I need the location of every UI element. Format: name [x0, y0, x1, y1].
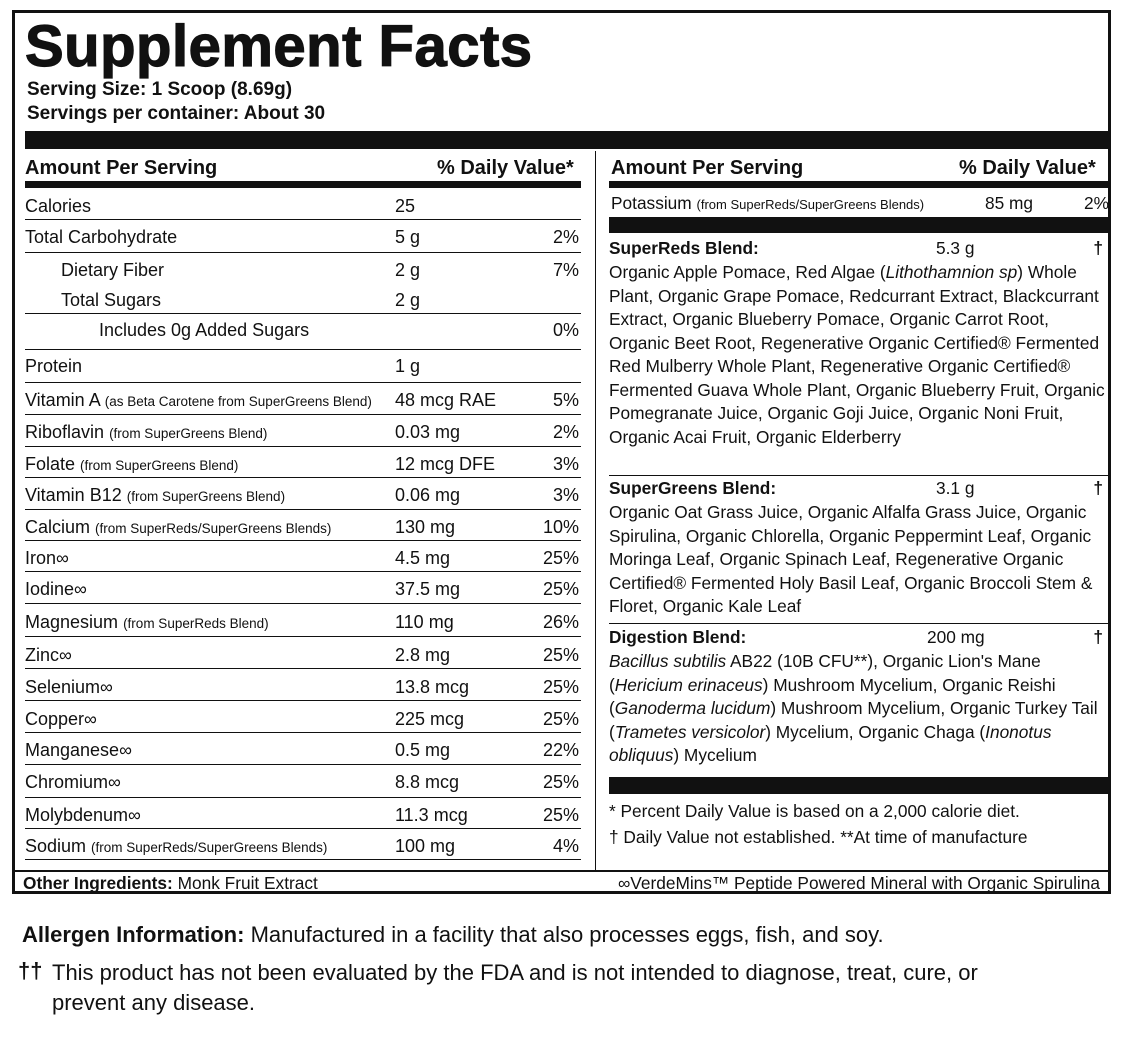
nutrient-dv: 4%: [552, 836, 579, 856]
nutrient-name: Includes 0g Added Sugars: [99, 320, 310, 340]
fda-double-dagger: ††: [18, 958, 43, 983]
panel-title: Supplement Facts: [25, 14, 533, 79]
digestion-blend: [609, 626, 1109, 768]
nutrient-dv: 2%: [552, 227, 579, 247]
nutrient-name: Iron∞: [25, 548, 69, 568]
row-divider: [25, 571, 581, 572]
nutrient-row: [25, 829, 581, 860]
nutrient-name: Vitamin B12 (from SuperGreens Blend): [25, 485, 286, 505]
other-ingredients-value: Monk Fruit Extract: [177, 873, 318, 893]
nutrient-amount: 25: [395, 196, 416, 216]
nutrient-row: [25, 478, 581, 509]
blend-name: Digestion Blend:: [609, 627, 747, 647]
row-divider: [25, 764, 581, 765]
nutrient-row: [25, 349, 581, 380]
blend-rule: [609, 475, 1111, 476]
nutrient-name: Zinc∞: [25, 645, 72, 665]
footnote-dagger: † Daily Value not established. **At time of manufacture: [609, 827, 1028, 847]
nutrient-amount: 13.8 mcg: [395, 677, 470, 697]
row-divider: [25, 603, 581, 604]
nutrient-dv: 25%: [542, 677, 579, 697]
blend-name: SuperReds Blend:: [609, 238, 759, 258]
nutrient-name: Chromium∞: [25, 772, 121, 792]
nutrient-amount: 225 mcg: [395, 709, 465, 729]
row-divider: [25, 414, 581, 415]
potassium-name: Potassium (from SuperReds/SuperGreens Blends): [611, 193, 925, 213]
potassium-rule: [609, 217, 1111, 233]
nutrient-name: Molybdenum∞: [25, 805, 141, 825]
nutrient-source: (from SuperReds/SuperGreens Blends): [91, 840, 328, 855]
nutrient-name: Sodium (from SuperReds/SuperGreens Blends): [25, 836, 328, 856]
right-amount-header: Amount Per Serving: [611, 157, 804, 179]
potassium-row: [609, 189, 1109, 217]
nutrient-dv: 26%: [542, 612, 579, 632]
nutrient-amount: 0.03 mg: [395, 422, 461, 442]
allergen-label: Allergen Information:: [22, 922, 245, 947]
nutrient-amount: 2 g: [395, 290, 421, 310]
nutrient-name: Total Sugars: [61, 290, 162, 310]
nutrient-name: Magnesium (from SuperReds Blend): [25, 612, 269, 632]
row-divider: [25, 859, 581, 860]
nutrient-dv: 25%: [542, 772, 579, 792]
nutrient-dv: 25%: [542, 805, 579, 825]
nutrient-amount: 5 g: [395, 227, 421, 247]
fda-disclaimer: This product has not been evaluated by the FDA and is not intended to diagnose, treat, cure, or prevent any disease.: [52, 960, 978, 1015]
nutrient-amount: 37.5 mg: [395, 579, 461, 599]
nutrient-source: (from SuperGreens Blend): [126, 489, 286, 504]
nutrient-amount: 4.5 mg: [395, 548, 451, 568]
blend-rule: [609, 623, 1111, 624]
row-divider: [25, 446, 581, 447]
nutrient-dv: 22%: [542, 740, 579, 760]
left-header-rule: [25, 181, 581, 188]
nutrient-row: [25, 605, 581, 636]
nutrient-dv: 7%: [552, 260, 579, 280]
row-divider: [25, 349, 581, 350]
blend-ingredients: Organic Apple Pomace, Red Algae (Lithothamnion sp) Whole Plant, Organic Grape Pomace, Redcurrant Extract, Blackcurrant Extract, Organic Blueberry Pomace, Organic Carrot Root, Organic Beet Root, Regenerative Organic Certified® Fermented Red Mulberry Whole Plant, Regenerative Organic Certified® Fermented Guava Whole Plant, Organic Blueberry Fruit, Organic Pomegranate Juice, Organic Goji Juice, Organic Noni Fruit, Organic Acai Fruit, Organic Elderberry: [609, 262, 1105, 447]
row-divider: [25, 636, 581, 637]
nutrient-amount: 130 mg: [395, 517, 456, 537]
nutrient-name: Iodine∞: [25, 579, 87, 599]
nutrient-name: Riboflavin (from SuperGreens Blend): [25, 422, 268, 442]
nutrient-row: [25, 798, 581, 829]
nutrient-name: Copper∞: [25, 709, 97, 729]
left-amount-header: Amount Per Serving: [25, 157, 218, 179]
nutrient-row: [25, 670, 581, 701]
verdemins-note: ∞VerdeMins™ Peptide Powered Mineral with Organic Spirulina: [617, 873, 1100, 893]
bottom-rule: [15, 870, 1108, 872]
nutrient-amount: 1 g: [395, 356, 421, 376]
right-dv-header: % Daily Value*: [959, 157, 1096, 179]
potassium-dv: 2%: [1084, 193, 1109, 213]
row-divider: [25, 477, 581, 478]
nutrient-row: [25, 253, 581, 284]
dagger-mark: †: [1093, 238, 1103, 258]
nutrient-amount: 8.8 mcg: [395, 772, 460, 792]
nutrient-row: [25, 220, 581, 251]
nutrient-name: Manganese∞: [25, 740, 132, 760]
row-divider: [25, 797, 581, 798]
nutrient-name: Vitamin A (as Beta Carotene from SuperGreens Blend): [25, 390, 372, 410]
nutrient-row: [25, 383, 581, 414]
nutrient-row: [25, 415, 581, 446]
nutrient-source: (from SuperReds/SuperGreens Blends): [95, 521, 332, 536]
nutrient-row: [25, 283, 581, 314]
nutrient-row: [25, 541, 581, 572]
nutrient-name: Calories: [25, 196, 92, 216]
nutrient-row: [25, 510, 581, 541]
nutrient-dv: 25%: [542, 579, 579, 599]
thick-divider: [25, 131, 1111, 149]
blend-name: SuperGreens Blend:: [609, 478, 777, 498]
left-dv-header: % Daily Value*: [437, 157, 574, 179]
blend-amount: 5.3 g: [936, 238, 975, 258]
nutrient-source: (from SuperReds Blend): [123, 616, 269, 631]
nutrient-dv: 3%: [552, 454, 579, 474]
nutrient-amount: 11.3 mcg: [395, 805, 468, 825]
serving-size: Serving Size: 1 Scoop (8.69g): [27, 79, 293, 100]
row-divider: [25, 219, 581, 220]
other-ingredients: [23, 873, 318, 894]
blend-ingredients: Bacillus subtilis AB22 (10B CFU**), Organic Lion's Mane (Hericium erinaceus) Mushroom Mycelium, Organic Reishi (Ganoderma lucidum) Mushroom Mycelium, Organic Turkey Tail (Trametes versicolor) Mycelium, Organic Chaga (Inonotus obliquus) Mycelium: [609, 651, 1098, 765]
row-divider: [25, 700, 581, 701]
blend-amount: 3.1 g: [936, 478, 975, 498]
supergreens-blend: [609, 477, 1109, 619]
supplement-facts-panel: [12, 10, 1111, 894]
nutrient-source: (from SuperGreens Blend): [109, 426, 268, 441]
nutrient-dv: 25%: [542, 709, 579, 729]
nutrient-name: Calcium (from SuperReds/SuperGreens Blends): [25, 517, 332, 537]
nutrient-source: (from SuperGreens Blend): [80, 458, 239, 473]
nutrient-name: Protein: [25, 356, 83, 376]
nutrient-amount: 2.8 mg: [395, 645, 451, 665]
nutrient-amount: 12 mcg DFE: [395, 454, 496, 474]
row-divider: [25, 252, 581, 253]
row-divider: [25, 509, 581, 510]
nutrient-row: [25, 765, 581, 796]
nutrient-row: [25, 189, 581, 220]
nutrient-row: [25, 572, 581, 603]
footnote-percent: * Percent Daily Value is based on a 2,000 calorie diet.: [609, 801, 1020, 821]
row-divider: [25, 732, 581, 733]
blend-ingredients: Organic Oat Grass Juice, Organic Alfalfa Grass Juice, Organic Spirulina, Organic Chlorella, Organic Peppermint Leaf, Organic Moringa Leaf, Organic Spinach Leaf, Regenerative Organic Certified® Fermented Holy Basil Leaf, Organic Broccoli Stem & Floret, Organic Kale Leaf: [609, 502, 1093, 616]
allergen-info: [22, 922, 884, 948]
nutrient-amount: 110 mg: [395, 612, 454, 632]
nutrient-dv: 5%: [552, 390, 579, 410]
nutrient-row: [25, 313, 581, 344]
nutrient-row: [25, 447, 581, 478]
nutrient-dv: 3%: [552, 485, 579, 505]
column-divider: [595, 151, 596, 871]
potassium-amount: 85 mg: [985, 193, 1034, 213]
other-ingredients-label: Other Ingredients:: [23, 873, 173, 893]
nutrient-amount: 48 mcg RAE: [395, 390, 497, 410]
nutrient-name: Selenium∞: [25, 677, 113, 697]
nutrient-row: [25, 702, 581, 733]
nutrient-dv: 25%: [542, 645, 579, 665]
nutrient-row: [25, 638, 581, 669]
blend-amount: 200 mg: [927, 627, 985, 647]
nutrient-source: (as Beta Carotene from SuperGreens Blend): [104, 394, 372, 409]
row-divider: [25, 668, 581, 669]
allergen-text: Manufactured in a facility that also processes eggs, fish, and soy.: [250, 922, 884, 947]
dagger-mark: †: [1093, 627, 1103, 647]
nutrient-amount: 100 mg: [395, 836, 456, 856]
nutrient-amount: 0.06 mg: [395, 485, 461, 505]
nutrient-name: Total Carbohydrate: [25, 227, 178, 247]
dagger-mark: †: [1093, 478, 1103, 498]
nutrient-name: Dietary Fiber: [61, 260, 165, 280]
nutrient-dv: 25%: [542, 548, 579, 568]
footnote-rule: [609, 777, 1111, 794]
servings-per-container: Servings per container: About 30: [27, 103, 326, 124]
row-divider: [25, 382, 581, 383]
nutrient-dv: 10%: [542, 517, 579, 537]
superreds-blend: [609, 237, 1109, 449]
row-divider: [25, 540, 581, 541]
nutrient-row: [25, 733, 581, 764]
nutrient-dv: 0%: [552, 320, 579, 340]
nutrient-dv: 2%: [552, 422, 579, 442]
nutrient-amount: 0.5 mg: [395, 740, 451, 760]
row-divider: [25, 828, 581, 829]
right-header-rule: [609, 181, 1111, 188]
nutrient-name: Folate (from SuperGreens Blend): [25, 454, 239, 474]
row-divider: [25, 313, 581, 314]
nutrient-amount: 2 g: [395, 260, 421, 280]
